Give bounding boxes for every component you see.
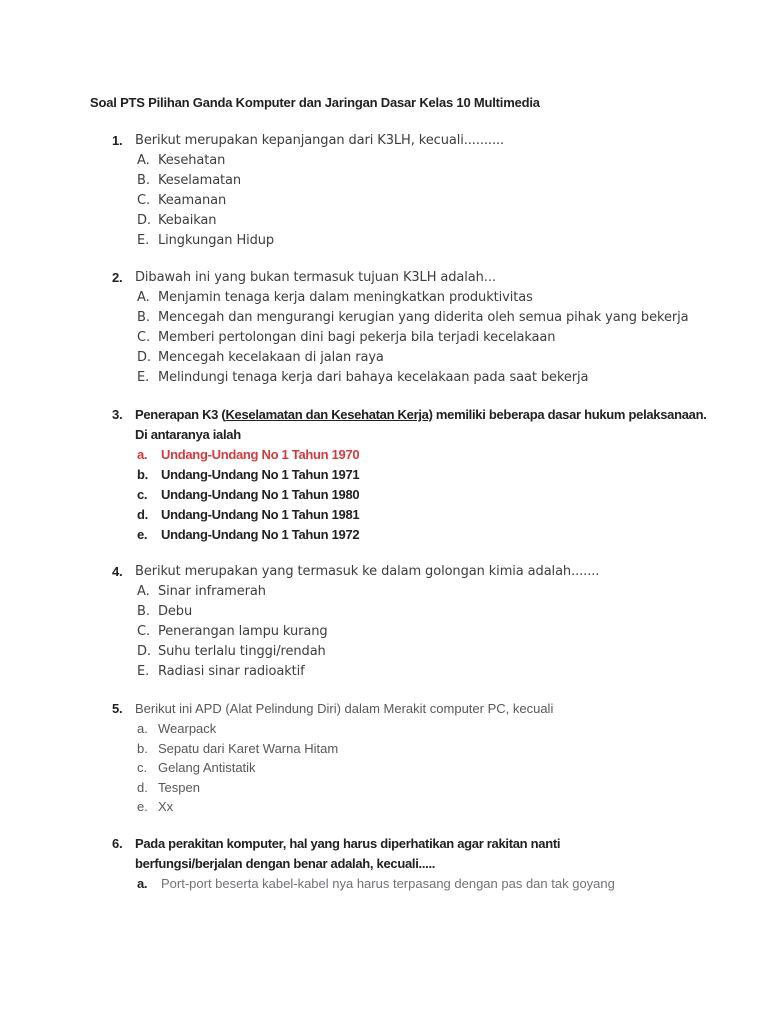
question-number: 4. <box>112 564 123 579</box>
question-6-line <box>112 834 712 854</box>
option-label: C. <box>137 330 151 345</box>
question-number: 1. <box>112 133 123 148</box>
option-row-answer <box>137 602 712 622</box>
option-row <box>137 465 712 485</box>
option-label: D. <box>137 350 151 365</box>
option-label: D. <box>137 213 151 228</box>
question-number: 2. <box>112 270 123 285</box>
option-label: e. <box>137 799 148 814</box>
question-4 <box>112 562 712 682</box>
option-text: Debu <box>158 604 193 619</box>
question-2-line <box>112 268 712 288</box>
option-text: Undang-Undang No 1 Tahun 1981 <box>161 507 360 522</box>
question-5-line <box>112 699 712 719</box>
question-5-options <box>137 719 712 817</box>
option-text: Melindungi tenaga kerja dari bahaya kecelakaan pada saat bekerja <box>158 370 589 385</box>
option-label: E. <box>137 664 150 679</box>
option-row <box>137 778 712 798</box>
option-label: A. <box>137 290 150 305</box>
option-text: Radiasi sinar radioaktif <box>158 664 305 679</box>
option-text: Undang-Undang No 1 Tahun 1970 <box>161 447 360 462</box>
question-4-line <box>112 562 712 582</box>
question-1 <box>112 131 712 251</box>
option-text: Tespen <box>158 779 200 795</box>
question-6-options <box>137 874 712 894</box>
option-row <box>137 874 712 894</box>
option-text: Memberi pertolongan dini bagi pekerja bila terjadi kecelakaan <box>158 330 556 345</box>
option-row <box>137 151 712 171</box>
option-text: Penerangan lampu kurang <box>158 624 328 639</box>
question-3 <box>112 405 712 545</box>
option-row <box>137 288 712 308</box>
option-label: A. <box>137 153 150 168</box>
option-label: a. <box>137 875 148 891</box>
question-5 <box>112 699 712 817</box>
option-label: a. <box>137 447 148 462</box>
question-1-line <box>112 131 712 151</box>
question-text <box>135 405 707 425</box>
option-text: Sepatu dari Karet Warna Hitam <box>158 740 339 756</box>
option-text: Kesehatan <box>158 153 226 168</box>
option-label: B. <box>137 310 150 325</box>
option-row <box>137 662 712 682</box>
option-label: c. <box>137 760 148 775</box>
option-label: e. <box>137 527 148 542</box>
option-text: Xx <box>158 799 174 814</box>
option-row <box>137 191 712 211</box>
option-label: b. <box>137 467 148 482</box>
option-row <box>137 719 712 739</box>
question-number: 6. <box>112 835 123 851</box>
document-title: Soal PTS Pilihan Ganda Komputer dan Jaringan Dasar Kelas 10 Multimedia <box>90 95 540 110</box>
option-text: Mencegah kecelakaan di jalan raya <box>158 350 384 365</box>
question-2 <box>112 268 712 388</box>
question-text: Berikut merupakan kepanjangan dari K3LH, kecuali.......... <box>135 133 505 148</box>
option-row <box>137 171 712 191</box>
option-row <box>137 622 712 642</box>
question-number: 5. <box>112 701 123 716</box>
option-label: B. <box>137 604 150 619</box>
option-text: Lingkungan Hidup <box>158 233 275 248</box>
question-text-line2: berfungsi/berjalan dengan benar adalah, kecuali..... <box>135 855 436 871</box>
option-row <box>137 231 712 251</box>
question-text-post: memiliki beberapa dasar hukum pelaksanaan. <box>432 407 707 422</box>
option-label: c. <box>137 487 148 502</box>
option-label: a. <box>137 721 148 736</box>
option-text: Keselamatan <box>158 173 242 188</box>
option-label: D. <box>137 644 151 659</box>
option-text: Undang-Undang No 1 Tahun 1971 <box>161 467 360 482</box>
question-2-options <box>137 288 712 388</box>
question-1-options <box>137 151 712 251</box>
option-label: E. <box>137 233 150 248</box>
question-text: Pada perakitan komputer, hal yang harus diperhatikan agar rakitan nanti <box>135 835 561 851</box>
option-text: Kebaikan <box>158 213 217 228</box>
option-row <box>137 642 712 662</box>
option-label: B. <box>137 173 150 188</box>
question-6 <box>112 834 712 894</box>
question-text: Dibawah ini yang bukan termasuk tujuan K3LH adalah... <box>135 270 496 285</box>
question-3-options <box>137 445 712 545</box>
option-label: d. <box>137 507 148 522</box>
option-label: d. <box>137 779 148 795</box>
option-text: Menjamin tenaga kerja dalam meningkatkan produktivitas <box>158 290 533 305</box>
option-text: Undang-Undang No 1 Tahun 1972 <box>161 527 360 542</box>
option-row <box>137 739 712 759</box>
option-row <box>137 505 712 525</box>
option-text: Gelang Antistatik <box>158 760 256 775</box>
option-row <box>137 308 712 328</box>
question-text-pre: Penerapan K3 ( <box>135 407 226 422</box>
question-text-underlined: Keselamatan dan Kesehatan Kerja) <box>225 407 433 422</box>
option-row <box>137 368 712 388</box>
option-label: E. <box>137 370 150 385</box>
option-text: Suhu terlalu tinggi/rendah <box>158 644 326 659</box>
question-text: Berikut merupakan yang termasuk ke dalam golongan kimia adalah....... <box>135 564 600 579</box>
option-row <box>137 582 712 602</box>
question-text-line2: Di antaranya ialah <box>135 427 241 442</box>
option-row <box>137 485 712 505</box>
option-text: Sinar inframerah <box>158 584 266 599</box>
question-text: Berikut ini APD (Alat Pelindung Diri) dalam Merakit computer PC, kecuali <box>135 701 554 716</box>
option-text: Keamanan <box>158 193 227 208</box>
option-label: A. <box>137 584 150 599</box>
option-row <box>137 328 712 348</box>
option-row-answer <box>137 445 712 465</box>
option-text: Undang-Undang No 1 Tahun 1980 <box>161 487 360 502</box>
question-number: 3. <box>112 407 123 422</box>
option-label: b. <box>137 740 148 756</box>
option-label: C. <box>137 193 151 208</box>
option-row <box>137 758 712 778</box>
option-text: Mencegah dan mengurangi kerugian yang diderita oleh semua pihak yang bekerja <box>158 310 689 325</box>
option-label: C. <box>137 624 151 639</box>
option-row <box>137 797 712 817</box>
option-row <box>137 525 712 545</box>
option-row-answer <box>137 211 712 231</box>
question-3-line <box>112 405 712 425</box>
option-text: Wearpack <box>158 721 217 736</box>
question-4-options <box>137 582 712 682</box>
option-row-answer <box>137 348 712 368</box>
option-text: Port-port beserta kabel-kabel nya harus terpasang dengan pas dan tak goyang <box>161 875 615 891</box>
